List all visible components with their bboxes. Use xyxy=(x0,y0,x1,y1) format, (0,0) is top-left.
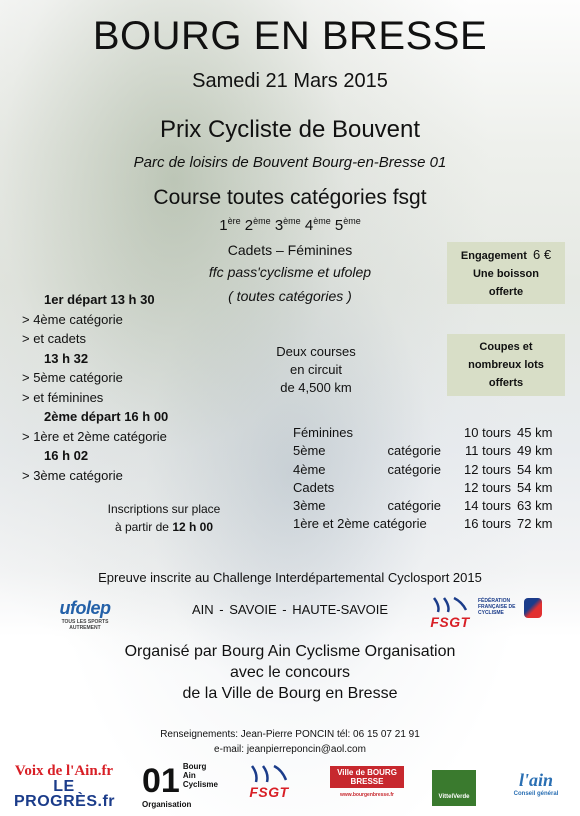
tours-table xyxy=(293,424,559,534)
conseil-general-logo: l'ain Conseil général xyxy=(513,770,559,797)
tour-count: 14 tours xyxy=(464,498,511,514)
contact-phone: Renseignements: Jean-Pierre PONCIN tél: 06 15 07 21 91 xyxy=(160,729,420,740)
tour-category-suffix: catégorie xyxy=(387,443,441,459)
inscriptions: Inscriptions sur place à partir de 12 h 00 xyxy=(107,502,221,534)
coupes-line: Coupes et xyxy=(479,341,533,353)
tour-category: Féminines xyxy=(293,425,353,440)
departs-list xyxy=(22,290,168,485)
engagement-box xyxy=(447,242,565,304)
toutes-categories: ( toutes catégories ) xyxy=(228,288,352,304)
table-row xyxy=(293,515,559,533)
challenge-line: Epreuve inscrite au Challenge Interdépartemental Cyclosport 2015 xyxy=(98,570,482,585)
ordinal-5: 5ème xyxy=(334,216,361,234)
vittel-logo: VittelVerde xyxy=(432,770,476,806)
tour-category: Cadets xyxy=(293,479,335,495)
depart-line: > et cadets xyxy=(22,331,86,346)
tour-category-suffix: catégorie xyxy=(387,498,441,514)
category-ordinals xyxy=(0,216,580,234)
ordinal-1: 1ère xyxy=(219,216,241,234)
depart-line: 13 h 32 xyxy=(44,350,89,366)
tour-count: 12 tours xyxy=(464,461,511,477)
tour-count: 11 tours xyxy=(464,443,511,459)
depart-line: > 5ème catégorie xyxy=(22,370,123,385)
course-type: Course toutes catégories fsgt xyxy=(153,186,427,209)
table-row xyxy=(293,442,559,460)
fsgt-emblem-icon xyxy=(244,764,294,784)
contact-info xyxy=(0,727,580,757)
tour-distance: 72 km xyxy=(517,516,553,532)
depart-line: 2ème départ 16 h 00 xyxy=(44,409,169,424)
depart-line: > et féminines xyxy=(22,389,104,405)
tour-category: 3ème xyxy=(293,498,326,514)
ordinal-4: 4ème xyxy=(304,216,331,234)
deux-courses: Deux courses en circuit de 4,500 km xyxy=(276,344,356,395)
event-location: Parc de loisirs de Bouvent Bourg-en-Bresse 01 xyxy=(133,154,447,171)
tour-category-suffix: catégorie xyxy=(387,461,441,477)
ufolep-logo: ufolep TOUS LES SPORTS AUTREMENT xyxy=(59,598,111,631)
table-row xyxy=(293,497,559,515)
le-progres-logo: Voix de l'Ain.fr LE PROGRÈS.fr xyxy=(14,763,116,810)
ffc-line: ffc pass'cyclisme et ufolep xyxy=(208,264,372,280)
tour-count: 10 tours xyxy=(464,425,511,440)
depart-line: 1er départ 13 h 30 xyxy=(44,292,155,307)
tour-distance: 63 km xyxy=(517,498,553,514)
fsgt-emblem-icon xyxy=(428,596,472,614)
bao-logo: 01 Bourg Ain Cyclisme Organisation xyxy=(142,762,218,809)
tour-category: 1ère et 2ème catégorie xyxy=(293,516,427,532)
ffc-logo: FÉDÉRATION FRANÇAISE DE CYCLISME xyxy=(478,598,542,626)
ville-bourg-logo: Ville de BOURG BRESSE www.bourgenbresse.fr xyxy=(330,766,404,806)
event-date: Samedi 21 Mars 2015 xyxy=(192,70,388,92)
tour-distance: 45 km xyxy=(517,425,553,440)
coupes-box xyxy=(447,334,565,396)
table-row xyxy=(293,424,559,442)
offerts-line: offerts xyxy=(488,377,524,389)
nombreux-line: nombreux lots xyxy=(468,359,544,371)
regions-line: AIN - SAVOIE - HAUTE-SAVOIE xyxy=(191,602,389,617)
organisation: Organisé par Bourg Ain Cyclisme Organisation avec le concours de la Ville de Bourg en Bresse xyxy=(124,643,456,702)
fsgt-logo-footer: FSGT xyxy=(244,764,294,804)
table-row xyxy=(293,479,559,497)
depart-line: > 4ème catégorie xyxy=(22,311,123,327)
table-row xyxy=(293,461,559,479)
engagement-label: Engagement xyxy=(460,250,527,262)
tour-category: 4ème xyxy=(293,461,326,477)
page-title: BOURG EN BRESSE xyxy=(92,14,488,58)
tour-count: 16 tours xyxy=(464,516,511,532)
depart-line: > 1ère et 2ème catégorie xyxy=(22,428,167,444)
event-name: Prix Cycliste de Bouvent xyxy=(159,116,421,143)
offerte-line: offerte xyxy=(488,286,524,298)
depart-line: 16 h 02 xyxy=(44,448,89,463)
ffc-emblem-icon xyxy=(524,598,542,618)
cadets-feminines: Cadets – Féminines xyxy=(227,242,353,258)
tour-distance: 54 km xyxy=(517,479,553,495)
boisson-line: Une boisson xyxy=(472,268,539,280)
tour-count: 12 tours xyxy=(464,479,511,495)
fsgt-logo: FSGT xyxy=(428,596,472,630)
ordinal-2: 2ème xyxy=(244,216,271,234)
tour-distance: 54 km xyxy=(517,461,553,477)
contact-email: e-mail: jeanpierreponcin@aol.com xyxy=(214,744,366,755)
tour-category: 5ème xyxy=(293,443,326,459)
ordinal-3: 3ème xyxy=(274,216,301,234)
engagement-price: 6 € xyxy=(533,247,552,262)
tour-distance: 49 km xyxy=(517,443,553,459)
depart-line: > 3ème catégorie xyxy=(22,467,123,483)
